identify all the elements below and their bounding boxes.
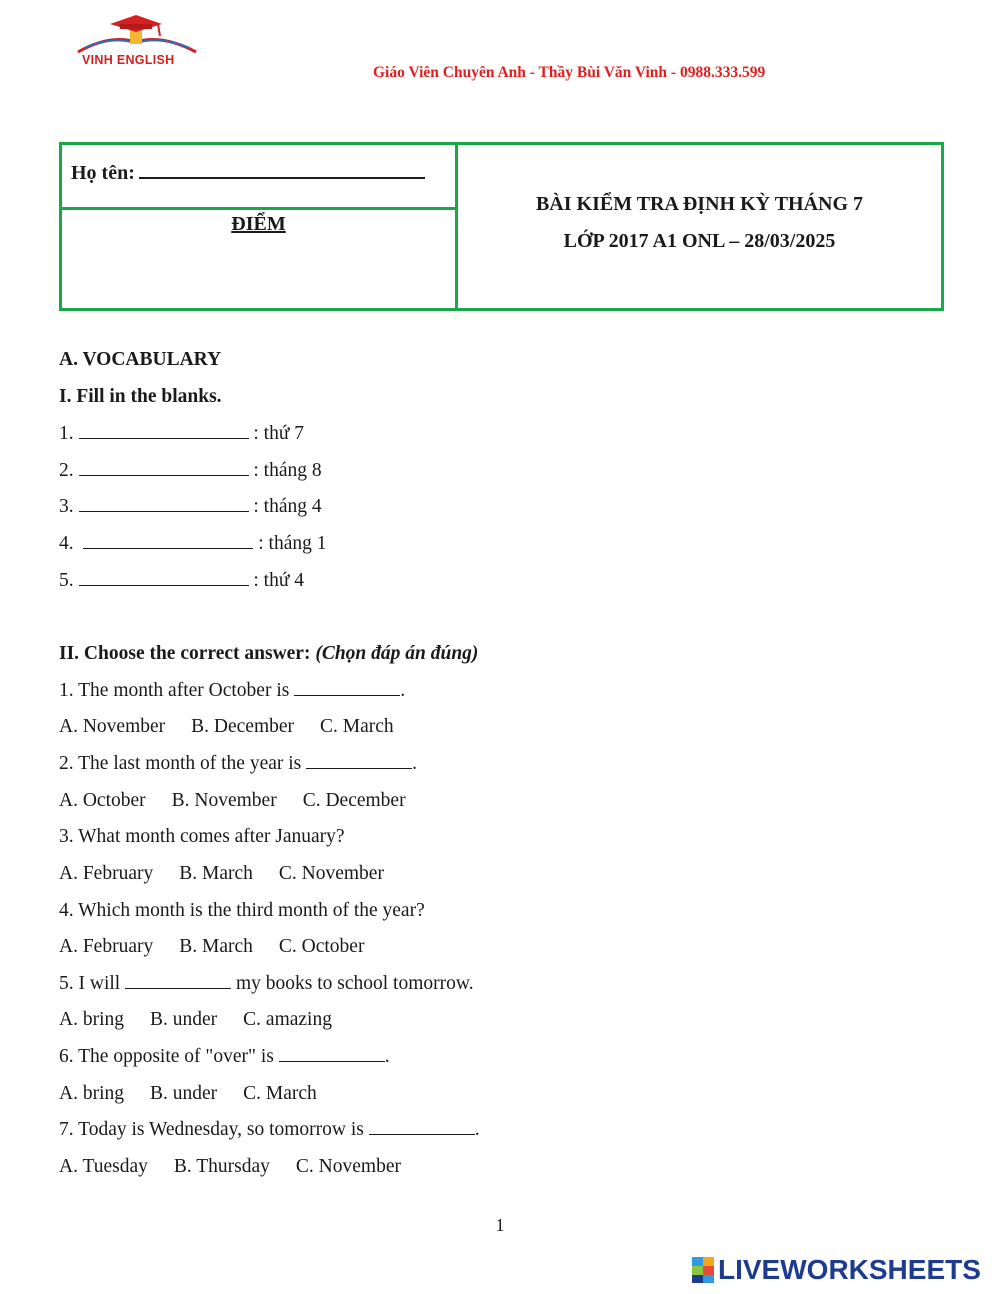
fill-blank[interactable]: [79, 496, 249, 512]
option[interactable]: C. November: [295, 1156, 401, 1177]
question-text-after: .: [400, 680, 406, 701]
option[interactable]: B. March: [179, 863, 253, 884]
fill-item: [59, 533, 327, 555]
option[interactable]: B. November: [171, 790, 277, 811]
part-2-title-text: II. Choose the correct answer:: [59, 643, 311, 664]
question-text: 1. The month after October is: [59, 680, 290, 701]
option[interactable]: C. amazing: [243, 1009, 332, 1030]
info-box: [59, 142, 944, 311]
fill-item-meaning: : thứ 4: [253, 570, 305, 591]
fill-item-number: 4.: [59, 533, 74, 554]
option[interactable]: A. bring: [59, 1009, 124, 1030]
teacher-contact-line: Giáo Viên Chuyên Anh - Thầy Bùi Văn Vinh - 0988.333.599: [373, 64, 766, 81]
option[interactable]: A. bring: [59, 1083, 124, 1104]
answer-options: [59, 716, 394, 738]
answer-options: [59, 1009, 332, 1031]
fill-item-meaning: : tháng 4: [253, 496, 322, 517]
logo-text: VINH ENGLISH: [82, 53, 175, 67]
question-text-after: .: [412, 753, 418, 774]
question-text: 4. Which month is the third month of the year?: [59, 900, 425, 921]
test-title: BÀI KIỂM TRA ĐỊNH KỲ THÁNG 7: [535, 193, 864, 215]
fill-item: [59, 460, 322, 482]
option[interactable]: C. December: [302, 790, 406, 811]
option[interactable]: A. Tuesday: [59, 1156, 148, 1177]
name-blank[interactable]: [139, 161, 425, 179]
option[interactable]: B. Thursday: [173, 1156, 270, 1177]
answer-blank[interactable]: [369, 1119, 475, 1135]
option[interactable]: B. March: [179, 936, 253, 957]
liveworksheets-logo-icon: [692, 1257, 714, 1283]
question: [59, 1046, 390, 1068]
answer-options: [59, 1156, 401, 1178]
answer-blank[interactable]: [279, 1046, 385, 1062]
fill-item-number: 2.: [59, 460, 74, 481]
question: [59, 753, 417, 775]
answer-options: [59, 790, 406, 812]
vinh-english-logo: [70, 12, 205, 70]
option[interactable]: A. November: [59, 716, 166, 737]
question-text-after: .: [384, 1046, 390, 1067]
option[interactable]: C. November: [278, 863, 384, 884]
info-box-divider-vertical: [455, 145, 458, 308]
option[interactable]: A. February: [59, 936, 154, 957]
answer-options: [59, 936, 364, 958]
question-text: 5. I will: [59, 973, 121, 994]
option[interactable]: B. December: [191, 716, 295, 737]
info-box-divider-horizontal: [62, 207, 455, 210]
liveworksheets-text: LIVEWORKSHEETS: [718, 1254, 981, 1285]
fill-item-meaning: : tháng 1: [258, 533, 327, 554]
graduation-cap-icon: [70, 12, 205, 57]
score-label: ĐIỂM: [231, 213, 286, 235]
option[interactable]: C. March: [243, 1083, 317, 1104]
answer-options: [59, 1083, 317, 1105]
option[interactable]: B. under: [150, 1009, 218, 1030]
fill-item: [59, 570, 304, 592]
test-class-date: LỚP 2017 A1 ONL – 28/03/2025: [563, 230, 836, 252]
fill-item: [59, 423, 304, 445]
option[interactable]: B. under: [150, 1083, 218, 1104]
page-number: 1: [495, 1215, 505, 1235]
fill-blank[interactable]: [83, 533, 253, 549]
question: [59, 1119, 480, 1141]
option[interactable]: C. March: [320, 716, 394, 737]
question: [59, 680, 405, 702]
fill-item-number: 1.: [59, 423, 74, 444]
fill-item-number: 3.: [59, 496, 74, 517]
question: [59, 973, 474, 995]
question-text: 6. The opposite of "over" is: [59, 1046, 274, 1067]
option[interactable]: C. October: [278, 936, 365, 957]
question-text-after: my books to school tomorrow.: [235, 973, 474, 994]
fill-blank[interactable]: [79, 423, 249, 439]
student-name-field[interactable]: [71, 161, 425, 185]
fill-item-number: 5.: [59, 570, 74, 591]
name-label: Họ tên:: [71, 162, 135, 184]
fill-blank[interactable]: [79, 570, 249, 586]
fill-item: [59, 496, 322, 518]
answer-blank[interactable]: [125, 973, 231, 989]
question: [59, 826, 345, 848]
question-text-after: .: [474, 1119, 480, 1140]
section-a-title: A. VOCABULARY: [59, 349, 222, 370]
fill-item-meaning: : thứ 7: [253, 423, 305, 444]
question-text: 2. The last month of the year is: [59, 753, 302, 774]
part-1-title: I. Fill in the blanks.: [59, 386, 222, 407]
question-text: 3. What month comes after January?: [59, 826, 345, 847]
option[interactable]: A. February: [59, 863, 154, 884]
answer-blank[interactable]: [306, 753, 412, 769]
liveworksheets-brand[interactable]: [692, 1255, 981, 1285]
part-2-title: [59, 643, 478, 665]
question-text: 7. Today is Wednesday, so tomorrow is: [59, 1119, 364, 1140]
fill-blank[interactable]: [79, 460, 249, 476]
option[interactable]: A. October: [59, 790, 146, 811]
question: [59, 900, 425, 922]
answer-blank[interactable]: [294, 680, 400, 696]
answer-options: [59, 863, 384, 885]
part-2-subtitle: (Chọn đáp án đúng): [315, 643, 479, 664]
fill-item-meaning: : tháng 8: [253, 460, 322, 481]
